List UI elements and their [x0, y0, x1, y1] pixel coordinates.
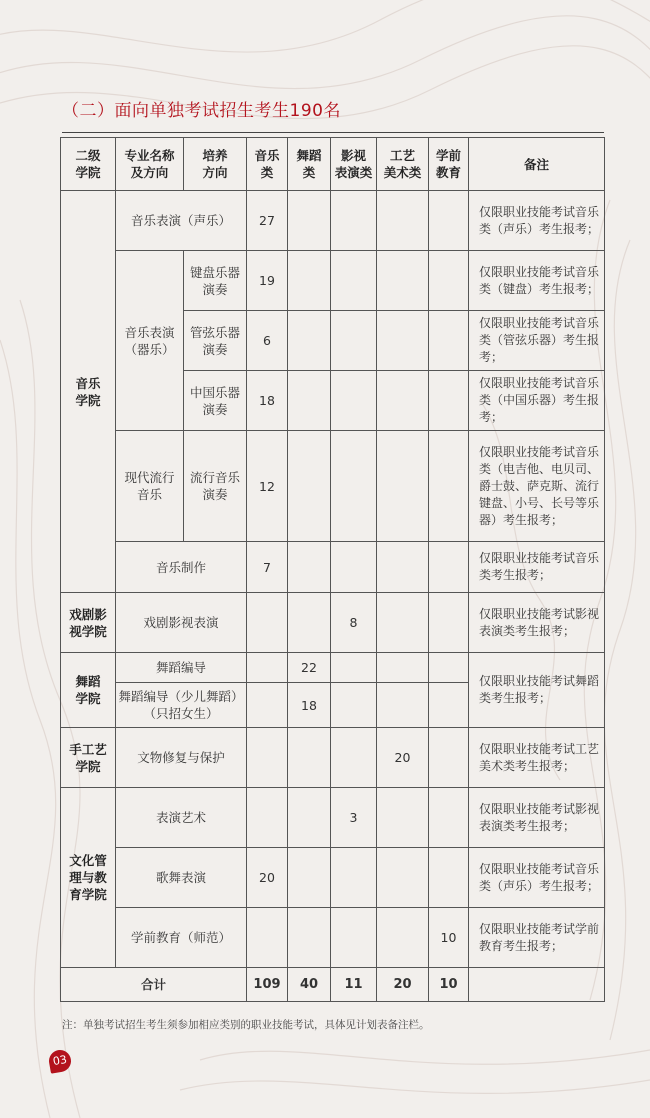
table-row: [61, 593, 605, 653]
dance-count: 18: [288, 683, 331, 728]
college-culture: 文化管 理与教 育学院: [61, 788, 116, 968]
total-label: 合计: [61, 968, 247, 1002]
table-row: [61, 788, 605, 848]
major-cell: 戏剧影视表演: [116, 593, 247, 653]
direction-cell: 流行音乐 演奏: [184, 431, 247, 542]
note-cell: 仅限职业技能考试音乐类（键盘）考生报考；: [469, 251, 605, 311]
major-cell: 音乐表演（声乐）: [116, 191, 247, 251]
table-row: [61, 431, 605, 542]
table-row: [61, 251, 605, 311]
direction-cell: 键盘乐器 演奏: [184, 251, 247, 311]
note-cell: 仅限职业技能考试影视表演类考生报考；: [469, 788, 605, 848]
total-dance: 40: [288, 968, 331, 1002]
preschool-count: 10: [429, 908, 469, 968]
enrollment-plan-table: [60, 137, 605, 1002]
note-cell: 仅限职业技能考试工艺美术类考生报考；: [469, 728, 605, 788]
total-music: 109: [247, 968, 288, 1002]
note-cell: 仅限职业技能考试音乐类（管弦乐器）考生报考；: [469, 311, 605, 371]
major-cell: 表演艺术: [116, 788, 247, 848]
dance-count: 22: [288, 653, 331, 683]
total-preschool: 10: [429, 968, 469, 1002]
major-cell: 舞蹈编导（少儿舞蹈） （只招女生）: [116, 683, 247, 728]
film-count: 8: [331, 593, 377, 653]
total-craft: 20: [377, 968, 429, 1002]
note-cell: 仅限职业技能考试学前教育考生报考；: [469, 908, 605, 968]
footnote: 注：单独考试招生考生须参加相应类别的职业技能考试，具体见计划表备注栏。: [62, 1019, 430, 1031]
note-cell: 仅限职业技能考试舞蹈类考生报考；: [469, 653, 605, 728]
table-header-row: [61, 138, 605, 191]
major-cell: 现代流行 音乐: [116, 431, 184, 542]
table-row: [61, 728, 605, 788]
table-row: [61, 653, 605, 683]
header-music: 音乐 类: [247, 138, 288, 191]
music-count: 12: [247, 431, 288, 542]
major-cell: 音乐制作: [116, 542, 247, 593]
college-drama: 戏剧影 视学院: [61, 593, 116, 653]
table-row: [61, 542, 605, 593]
note-cell: 仅限职业技能考试音乐类（中国乐器）考生报考；: [469, 371, 605, 431]
music-count: 7: [247, 542, 288, 593]
note-cell: 仅限职业技能考试音乐类（声乐）考生报考；: [469, 191, 605, 251]
music-count: 27: [247, 191, 288, 251]
table-row: [61, 908, 605, 968]
table-row: [61, 191, 605, 251]
note-cell: 仅限职业技能考试音乐类考生报考；: [469, 542, 605, 593]
header-preschool: 学前 教育: [429, 138, 469, 191]
music-count: 19: [247, 251, 288, 311]
header-craft: 工艺 美术类: [377, 138, 429, 191]
note-cell: 仅限职业技能考试音乐类（声乐）考生报考；: [469, 848, 605, 908]
section-title: （二）面向单独考试招生考生190名: [62, 101, 341, 121]
music-count: 6: [247, 311, 288, 371]
page-number-badge: 03: [47, 1048, 72, 1073]
music-count: 18: [247, 371, 288, 431]
note-cell: 仅限职业技能考试音乐类（电吉他、电贝司、爵士鼓、萨克斯、流行键盘、小号、长号等乐器）考生报考；: [469, 431, 605, 542]
header-film: 影视 表演类: [331, 138, 377, 191]
table-row: [61, 848, 605, 908]
header-dance: 舞蹈 类: [288, 138, 331, 191]
music-count: 20: [247, 848, 288, 908]
major-cell: 歌舞表演: [116, 848, 247, 908]
college-dance: 舞蹈 学院: [61, 653, 116, 728]
major-cell: 音乐表演 （器乐）: [116, 251, 184, 431]
major-cell: 文物修复与保护: [116, 728, 247, 788]
header-direction: 培养 方向: [184, 138, 247, 191]
note-cell: 仅限职业技能考试影视表演类考生报考；: [469, 593, 605, 653]
total-film: 11: [331, 968, 377, 1002]
total-row: [61, 968, 605, 1002]
direction-cell: 中国乐器 演奏: [184, 371, 247, 431]
direction-cell: 管弦乐器 演奏: [184, 311, 247, 371]
header-major: 专业名称 及方向: [116, 138, 184, 191]
college-music: 音乐 学院: [61, 191, 116, 593]
major-cell: 学前教育（师范）: [116, 908, 247, 968]
header-note: 备注: [469, 138, 605, 191]
major-cell: 舞蹈编导: [116, 653, 247, 683]
title-divider: [62, 132, 604, 133]
college-handcraft: 手工艺 学院: [61, 728, 116, 788]
film-count: 3: [331, 788, 377, 848]
header-college: 二级 学院: [61, 138, 116, 191]
craft-count: 20: [377, 728, 429, 788]
